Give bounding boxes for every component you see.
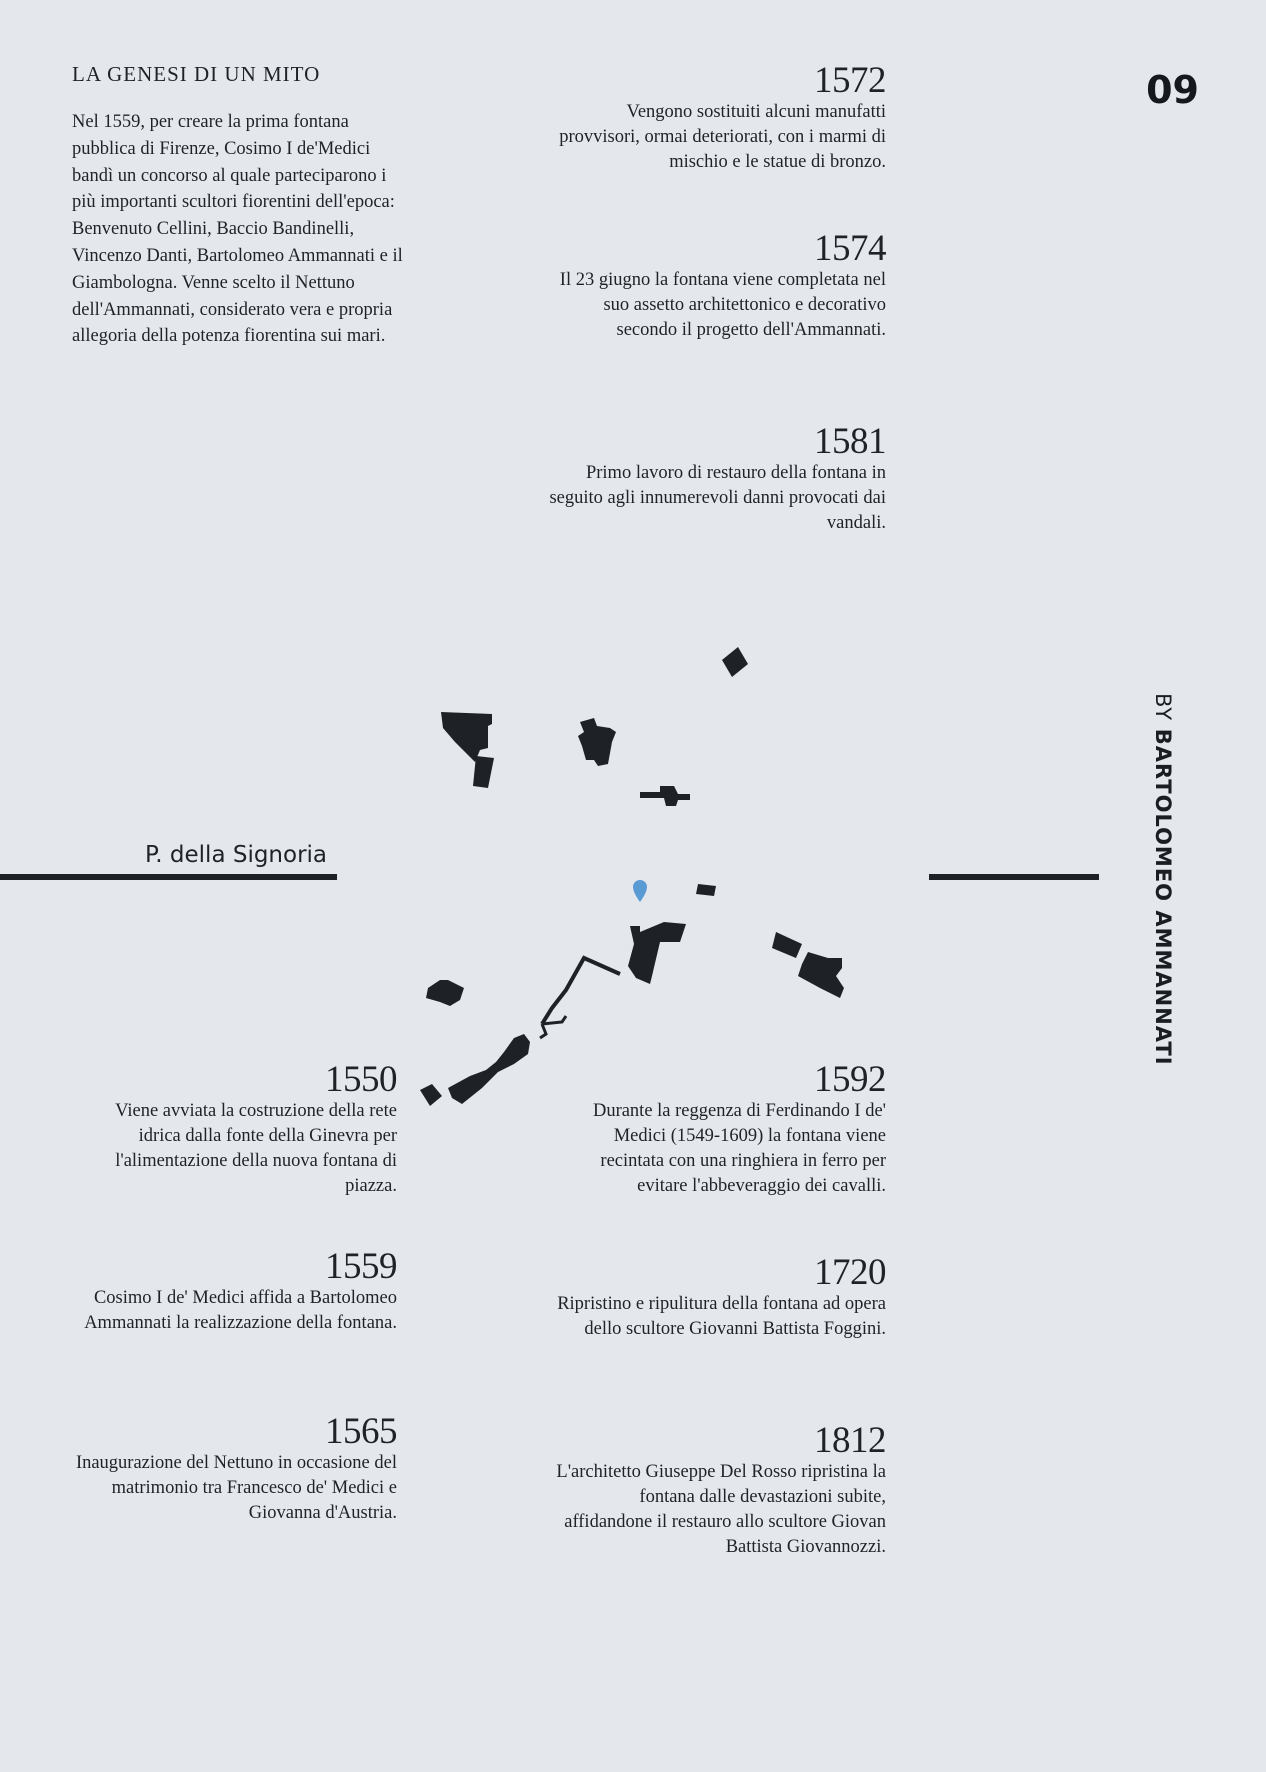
intro-body: Nel 1559, per creare la prima fontana pubblica di Firenze, Cosimo I de'Medici bandì un concorso al quale parteciparono i più importanti scultori fiorentini dell'epoca: Benvenuto Cellini, Baccio Bandinelli, Vincenzo Danti, Bartolomeo Ammannati e il Giambologna. Venne scelto il Nettuno dell'Ammannati, considerato vera e propria allegoria della potenza fiorentina sui mari. bbox=[72, 112, 403, 347]
building-footprint bbox=[628, 922, 686, 984]
timeline-year: 1572 bbox=[814, 60, 886, 101]
building-footprint bbox=[441, 712, 492, 762]
timeline-year: 1559 bbox=[325, 1246, 397, 1287]
timeline-text: Primo lavoro di restauro della fontana in seguito agli innumerevoli danni provocati dai vandali. bbox=[549, 463, 886, 533]
timeline-year: 1550 bbox=[325, 1059, 397, 1100]
timeline-text: Ripristino e ripulitura della fontana ad opera dello scultore Giovanni Battista Foggini. bbox=[557, 1294, 886, 1339]
street-path bbox=[542, 958, 620, 1024]
intro-title: LA GENESI DI UN MITO bbox=[72, 62, 321, 86]
timeline-year: 1581 bbox=[814, 421, 886, 462]
timeline-year: 1812 bbox=[814, 1420, 886, 1461]
street-line-left bbox=[0, 874, 337, 880]
timeline-text: Il 23 giugno la fontana viene completata nel suo assetto architettonico e decorativo secondo il progetto dell'Ammannati. bbox=[559, 270, 886, 340]
building-footprint bbox=[473, 756, 494, 788]
timeline-text: Vengono sostituiti alcuni manufatti provvisori, ormai deteriorati, con i marmi di mischio e le statue di bronzo. bbox=[559, 102, 886, 172]
street-path bbox=[540, 1024, 546, 1038]
timeline-year: 1574 bbox=[814, 228, 886, 269]
timeline-year: 1720 bbox=[814, 1252, 886, 1293]
building-footprint bbox=[640, 786, 690, 806]
building-footprint bbox=[426, 980, 464, 1006]
timeline-year: 1565 bbox=[325, 1411, 397, 1452]
timeline-text: Cosimo I de' Medici affida a Bartolomeo Ammannati la realizzazione della fontana. bbox=[84, 1288, 397, 1333]
timeline-year: 1592 bbox=[814, 1059, 886, 1100]
building-footprint bbox=[696, 884, 716, 896]
timeline-text: Viene avviata la costruzione della rete idrica dalla fonte della Ginevra per l'alimentazione della nuova fontana di piazza. bbox=[115, 1101, 397, 1196]
building-footprint bbox=[420, 1084, 442, 1106]
location-marker-icon bbox=[633, 880, 647, 902]
timeline-text: Durante la reggenza di Ferdinando I de' Medici (1549-1609) la fontana viene recintata con una ringhiera in ferro per evitare l'abbeveraggio dei cavalli. bbox=[592, 1101, 886, 1196]
street-line-right bbox=[929, 874, 1099, 880]
page-number: 09 bbox=[1146, 68, 1199, 112]
timeline-text: Inaugurazione del Nettuno in occasione del matrimonio tra Francesco de' Medici e Giovanna d'Austria. bbox=[75, 1453, 397, 1523]
credit-by: BY bbox=[1151, 693, 1175, 722]
timeline-text: L'architetto Giuseppe Del Rosso ripristina la fontana dalle devastazioni subite, affidandone il restauro allo scultore Giovan Battista Giovannozzi. bbox=[556, 1462, 886, 1557]
building-footprint bbox=[578, 718, 616, 766]
building-footprint bbox=[722, 647, 748, 677]
building-footprint bbox=[772, 932, 802, 958]
building-footprint bbox=[448, 1034, 530, 1104]
place-label: P. della Signoria bbox=[145, 842, 328, 868]
building-footprint bbox=[798, 952, 844, 998]
credit-name: BARTOLOMEO AMMANNATI bbox=[1151, 728, 1175, 1066]
